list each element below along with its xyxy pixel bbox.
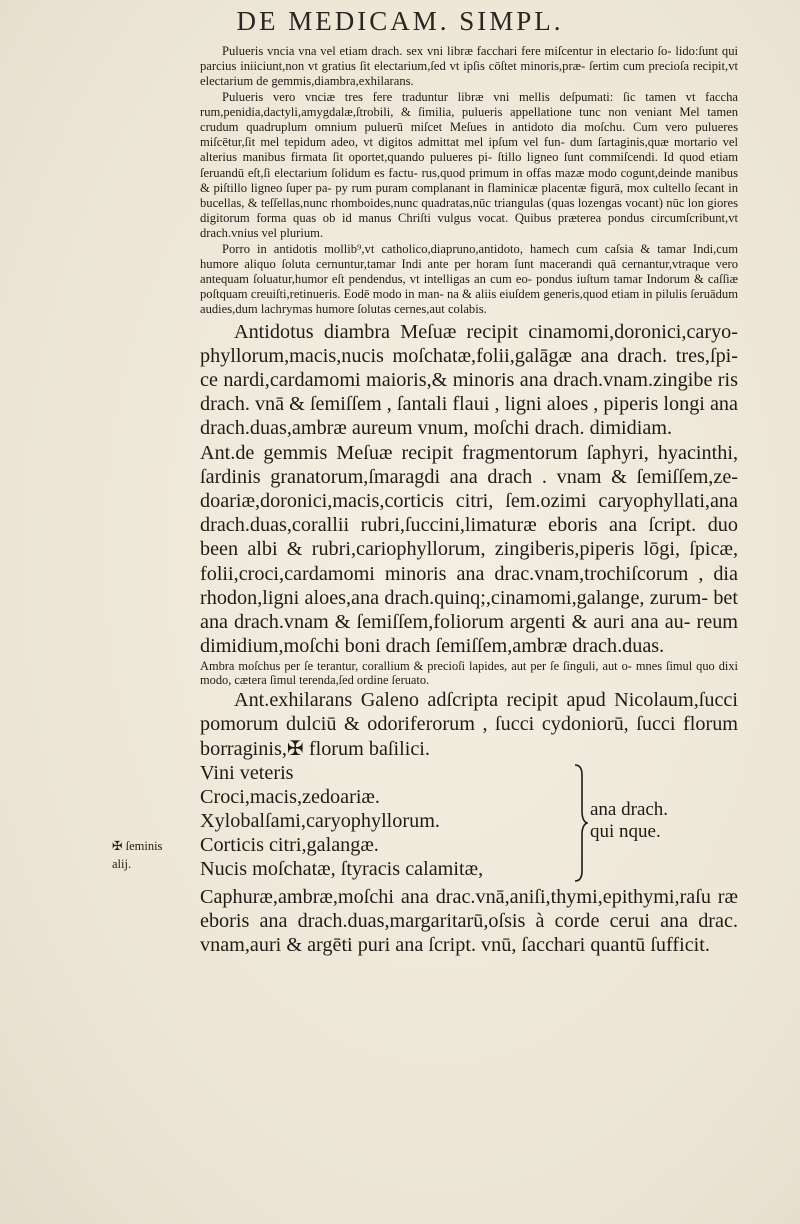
text-column: [200, 44, 738, 957]
paragraph-diambra: Antidotus diambra Meſuæ recipit cinamomi,doronici,caryo- phyllorum,macis,nucis moſchatæ,folii,galāgæ ana drach. tres,ſpi- ce nardi,cardamomi maioris,& minoris ana drach.vnam.zingibe ris drach. vnā & ſemiſſem , ſantali flaui , ligni aloes , piperis longi ana drach.duas,ambræ aureum vnum, moſchi drach. dimidiam.: [200, 320, 738, 440]
brace-label-ana: ana drach.: [590, 798, 669, 820]
exhilarans-block: [200, 688, 738, 761]
recipe-line: Nucis moſchatæ, ſtyracis calamitæ,: [200, 857, 484, 880]
note-ambra: Ambra moſchus per ſe terantur, corallium & precioſi lapides, aut per ſe ſinguli, aut o- mnes ſimul quo dixi modo, cætera ſimul terenda,ſed ordine ſeruato.: [200, 658, 738, 688]
margin-note-line-1: ✠ ſeminis: [112, 839, 163, 853]
recipe-line: Xylobalſami,caryophyllorum.: [200, 809, 440, 832]
small-text-block: [200, 44, 738, 318]
paragraph-exhilarans: Ant.exhilarans Galeno adſcripta recipit apud Nicolaum,ſucci pomorum dulciū & odoriferorum , ſucci cydoniorū, ſucci florum borraginis,✠ florum baſilici.: [200, 689, 738, 760]
paragraph-pulueris-vero: Pulueris vero vnciæ tres fere traduntur libræ vni mellis deſpumati: ſic tamen vt faccha rum,penidia,dactyli,amygdalæ,ſtrobili, & ſimilia, pulueris appellatione tunc non veniant Mel tamen crudum quadruplum omnium puluerū miſcet Meſues in antidoto dia moſchu. Cum vero pulueres miſcētur,ſit mel tepidum adeo, vt digitos admittat mel ipſum vel fun- dum ſartaginis,quæ mortario vel alterius manibus firmata ſit oportet,quando pulueres pi- ſtillo ligneo ſunt commiſcendi. Id quod etiam ſeruandū eſt,ſi electarium ſolidum es factu- rus,quod primum in offas mazæ modo cogunt,deinde manibus & piſtillo ligneo ſuper pa- py rum puram complanant in flaminicæ placentæ figurā, mox cultello ſecant in bucellas, & teſſellas,nunc rhomboides,nunc quadratas,nūc triangulas (quas lozengas vocant) nūc lon giores digitorum forma quas ob id manus Chriſti vulgus vocat. Quibus præterea pondus circumſcribunt,vt drach.vnius vel plurium.: [200, 89, 738, 241]
brace-label-quinque: qui nque.: [590, 820, 661, 842]
recipe-line: Corticis citri,galangæ.: [200, 833, 379, 856]
paragraph-porro: Porro in antidotis mollib⁹,vt catholico,diapruno,antidoto, hamech cum caſsia & tamar Indi,cum humore aliquo ſoluta cernuntur,tamar Indi ante per horam ſunt macerandi quā cernantur,vtraque vero antequam ſoluatur,humor eſt pendendus, vt intelligas an cum eo- pondus iuſtum tamar Indorum & caſſiæ poſtquam creuiſti,retinueris. Eodē modo in man- na & aliis eiuſdem generis,quod etiam in pilulis ſeruādum audies,dum lachrymas humore ſolutas cernes,aut colabis.: [200, 241, 738, 317]
curly-brace-icon: [572, 763, 588, 883]
recipe-line: Croci,macis,zedoariæ.: [200, 785, 380, 808]
paragraph-closing: Caphuræ,ambræ,moſchi ana drac.vnā,aniſi,thymi,epithymi,raſu ræ eboris ana drach.duas,margaritarū,oſsis à corde cerui ana drac. vnam,auri & argēti puri ana ſcript. vnū, ſacchari quantū ſufficit.: [200, 885, 738, 957]
recipe-line: Vini veteris: [200, 761, 294, 784]
recipe-list: [200, 761, 738, 913]
note-block: [200, 659, 738, 689]
large-text-block: [200, 320, 738, 659]
paragraph-de-gemmis: Ant.de gemmis Meſuæ recipit fragmentorum ſaphyri, hyacinthi, ſardinis granatorum,ſmaragdi ana drach . vnam & ſemiſſem,ze- doariæ,doronici,macis,corticis citri, ſem.ozimi caryophyllati,ana drach.duas,corallii rubri,ſuccini,limaturæ eboris ana ſcript. duo been albi & rubri,cariophyllorum, zingiberis,piperis lōgi, ſpicæ, folii,croci,cardamomi minoris ana drac.vnam,trochiſcorum , dia rhodon,ligni aloes,ana drach.quinq;,cinamomi,galange, zurum- bet ana drach.vnam & ſemiſſem,foliorum argenti & auri ana au- reum dimidium,moſchi boni drach ſemiſſem,ambræ drach.duas.: [200, 441, 738, 658]
margin-note-line-2: alij.: [112, 857, 132, 871]
running-header: DE MEDICAM. SIMPL.: [236, 6, 564, 36]
paragraph-pulueris-vncia: Pulueris vncia vna vel etiam drach. sex vni libræ facchari fere miſcentur in electario ſo- lido:ſunt qui parcius iniiciunt,non vt gratius ſit electarium,ſed vt ipſis cōſtet minoris,præ- ſertim cum precioſa recipit,vt electarium de gemmis,diambra,exhilarans.: [200, 44, 738, 89]
